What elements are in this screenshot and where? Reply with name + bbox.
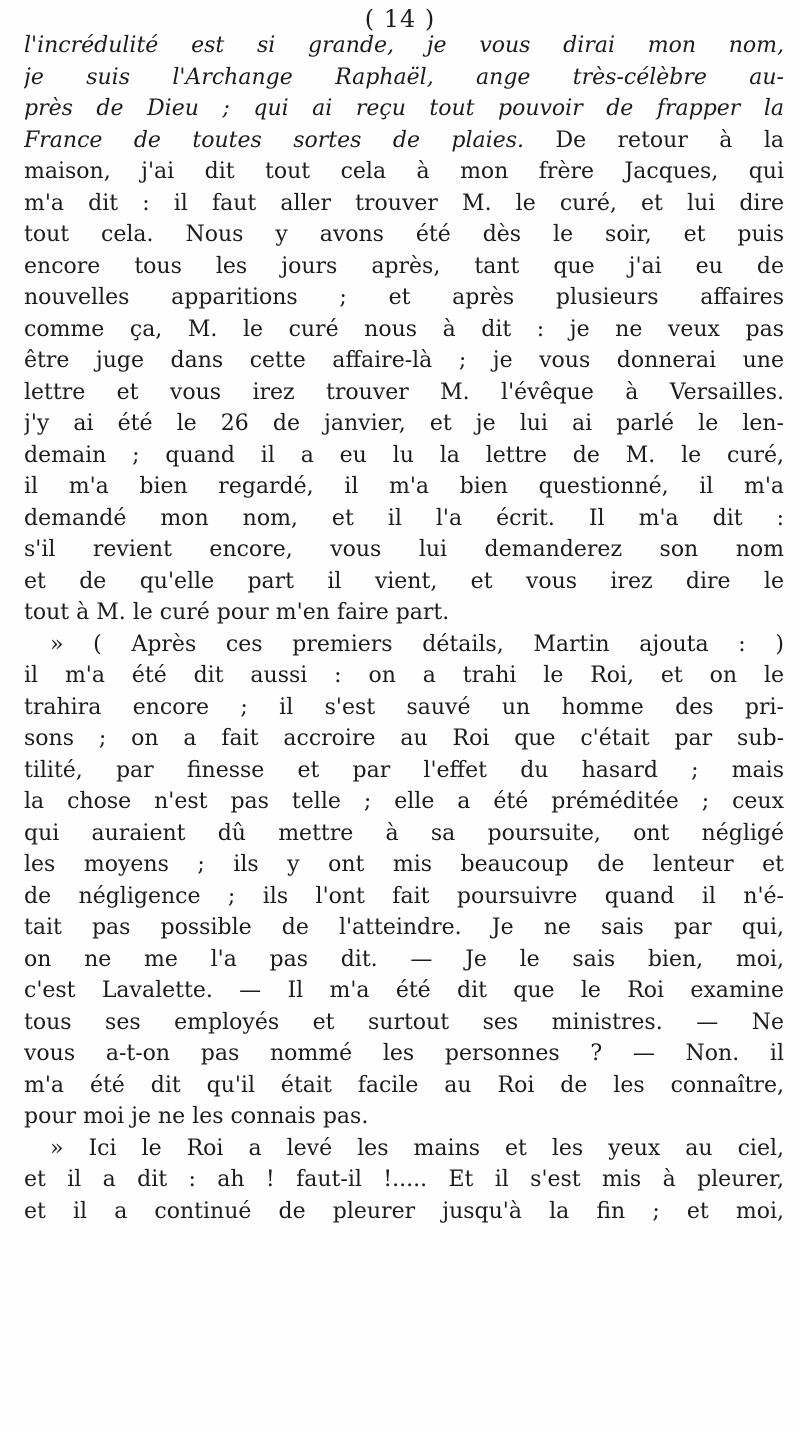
italic-text-segment: l'incrédulité est si grande, je vous dirai mon nom,	[24, 33, 784, 58]
text-line	[24, 1164, 784, 1196]
text-segment: et il a continué de pleurer jusqu'à la fin ; et moi,	[24, 1198, 784, 1224]
text-line	[24, 912, 784, 944]
text-line	[24, 314, 784, 346]
text-line	[24, 503, 784, 535]
text-line	[24, 377, 784, 409]
text-segment: nouvelles apparitions ; et après plusieurs affaires	[24, 285, 784, 310]
text-segment: il m'a bien regardé, il m'a bien questionné, il m'a	[24, 474, 784, 499]
text-segment: les moyens ; ils y ont mis beaucoup de lenteur et	[24, 852, 784, 877]
text-line	[24, 471, 784, 503]
text-segment: et de qu'elle part il vient, et vous irez dire le	[24, 568, 784, 594]
text-line	[24, 30, 784, 62]
text-line	[24, 786, 784, 818]
text-segment: on ne me l'a pas dit. — Je le sais bien, moi,	[24, 946, 784, 972]
text-line	[24, 93, 784, 125]
text-line	[24, 156, 784, 188]
text-segment: lettre et vous irez trouver M. l'évêque à Versailles.	[24, 379, 784, 405]
text-line	[24, 1038, 784, 1070]
text-segment: » Ici le Roi a levé les mains et les yeux au ciel,	[50, 1135, 784, 1161]
text-line	[24, 944, 784, 976]
text-line	[24, 125, 784, 157]
text-segment: de négligence ; ils l'ont fait poursuivre quand il n'é-	[24, 883, 784, 909]
text-segment: tous ses employés et surtout ses ministres. — Ne	[24, 1009, 784, 1035]
text-segment: qui auraient dû mettre à sa poursuite, ont négligé	[24, 820, 784, 846]
text-segment: j'y ai été le 26 de janvier, et je lui ai parlé le len-	[24, 411, 784, 436]
text-segment: tout à M. le curé pour m'en faire part.	[24, 600, 450, 625]
text-line	[24, 282, 784, 314]
text-line	[24, 62, 784, 94]
text-segment: il m'a été dit aussi : on a trahi le Roi, et on le	[24, 663, 784, 688]
text-line	[24, 723, 784, 755]
text-segment: la chose n'est pas telle ; elle a été préméditée ; ceux	[24, 789, 784, 814]
text-line	[24, 408, 784, 440]
text-line	[24, 975, 784, 1007]
text-line	[24, 1133, 784, 1165]
text-line	[24, 534, 784, 566]
text-line	[24, 1101, 784, 1133]
italic-text-segment: je suis l'Archange Raphaël, ange très-célèbre au-	[24, 64, 784, 90]
italic-text-segment: France de toutes sortes de plaies.	[24, 127, 524, 153]
text-segment: m'a dit : il faut aller trouver M. le curé, et lui dire	[24, 190, 784, 216]
text-line	[24, 1196, 784, 1228]
text-line	[24, 881, 784, 913]
text-line	[24, 219, 784, 251]
text-segment: maison, j'ai dit tout cela à mon frère Jacques, qui	[24, 159, 784, 184]
text-segment: s'il revient encore, vous lui demanderez son nom	[24, 537, 784, 562]
text-segment: tilité, par finesse et par l'effet du hasard ; mais	[24, 757, 784, 783]
text-segment: demandé mon nom, et il l'a écrit. Il m'a dit :	[24, 505, 784, 531]
text-segment: vous a-t-on pas nommé les personnes ? — Non. il	[24, 1041, 784, 1066]
text-line	[24, 597, 784, 629]
text-segment: tait pas possible de l'atteindre. Je ne sais par qui,	[24, 915, 784, 940]
text-segment: pour moi je ne les connais pas.	[24, 1104, 369, 1129]
text-segment: comme ça, M. le curé nous à dit : je ne veux pas	[24, 316, 784, 342]
text-line	[24, 692, 784, 724]
text-segment: encore tous les jours après, tant que j'ai eu de	[24, 253, 784, 279]
italic-text-segment: près de Dieu ; qui ai reçu tout pouvoir de frapper la	[24, 96, 784, 121]
text-line	[24, 1007, 784, 1039]
text-line	[24, 629, 784, 661]
text-line	[24, 188, 784, 220]
text-segment: demain ; quand il a eu lu la lettre de M. le curé,	[24, 442, 784, 468]
text-segment: tout cela. Nous y avons été dès le soir, et puis	[24, 222, 784, 247]
text-segment: et il a dit : ah ! faut-il !..... Et il s'est mis à pleurer,	[24, 1167, 784, 1192]
page-number: ( 14 )	[364, 5, 436, 33]
text-segment: m'a été dit qu'il était facile au Roi de les connaître,	[24, 1072, 784, 1098]
text-segment: » ( Après ces premiers détails, Martin ajouta : )	[50, 631, 784, 657]
text-line	[24, 440, 784, 472]
text-segment: trahira encore ; il s'est sauvé un homme des pri-	[24, 694, 784, 720]
text-line	[24, 251, 784, 283]
text-line	[24, 566, 784, 598]
text-line	[24, 755, 784, 787]
text-line	[24, 818, 784, 850]
text-segment: sons ; on a fait accroire au Roi que c'était par sub-	[24, 726, 784, 751]
text-line	[24, 1070, 784, 1102]
text-line	[24, 345, 784, 377]
text-segment: De retour à la	[524, 127, 784, 153]
text-segment: être juge dans cette affaire-là ; je vous donnerai une	[24, 348, 784, 373]
text-segment: c'est Lavalette. — Il m'a été dit que le Roi examine	[24, 978, 784, 1003]
body-text	[24, 30, 784, 1227]
text-line	[24, 849, 784, 881]
text-line	[24, 660, 784, 692]
